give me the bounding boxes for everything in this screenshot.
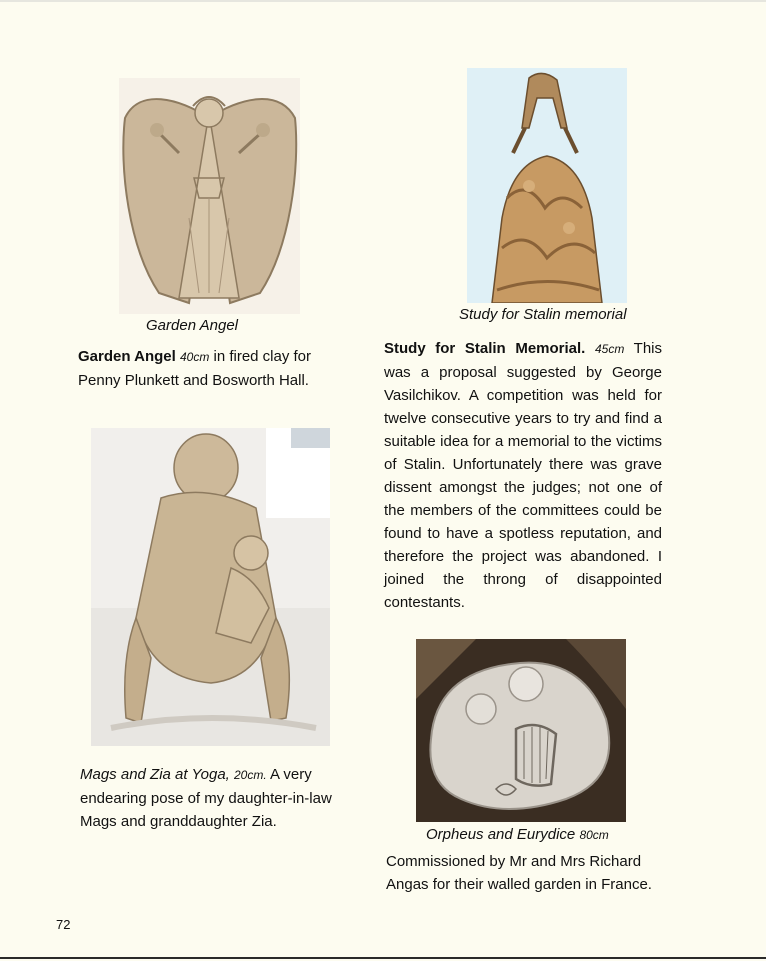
orpheus-image	[416, 639, 626, 822]
stalin-memorial-size: 45cm	[594, 342, 625, 356]
stalin-memorial-description	[384, 337, 662, 614]
page-number: 72	[56, 917, 71, 932]
orpheus-description	[386, 850, 686, 896]
mags-zia-title: Mags and Zia at Yoga,	[80, 766, 230, 783]
garden-angel-description	[78, 345, 340, 392]
stalin-memorial-caption: Study for Stalin memorial	[459, 306, 627, 323]
orpheus-title: Orpheus and Eurydice	[426, 826, 576, 843]
garden-angel-caption: Garden Angel	[146, 317, 239, 334]
stalin-memorial-image	[467, 68, 627, 303]
bottom-border	[0, 957, 766, 959]
garden-angel-text: in fired clay for Penny Plunkett and Bosworth Hall.	[78, 348, 312, 389]
orpheus-text: Commissioned by Mr and Mrs Richard Angas for their walled garden in France.	[386, 853, 652, 893]
orpheus-caption	[426, 826, 609, 844]
mags-zia-size: 20cm.	[234, 768, 267, 782]
garden-angel-size: 40cm	[179, 350, 210, 364]
garden-angel-title: Garden Angel	[78, 348, 176, 365]
top-border	[0, 0, 766, 2]
garden-angel-image	[119, 78, 300, 314]
stalin-memorial-title: Study for Stalin Memorial.	[384, 340, 586, 357]
mags-zia-description	[80, 763, 340, 833]
mags-zia-image	[91, 428, 330, 746]
orpheus-size: 80cm	[579, 828, 609, 842]
stalin-memorial-text: This was a proposal suggested by George Vasilchikov. A competition was held for twelve consecutive years to try and find a suitable idea for a memorial to the victims of Stalin. Unfortunately there was grave dissent amongst the judges; not one of the members of the committees could be found to have a spotless reputation, and therefore the project was abandoned. I joined the throng of disappointed contestants.	[384, 340, 662, 611]
mags-zia-text: A very endearing pose of my daughter-in-law Mags and granddaughter Zia.	[80, 766, 332, 830]
